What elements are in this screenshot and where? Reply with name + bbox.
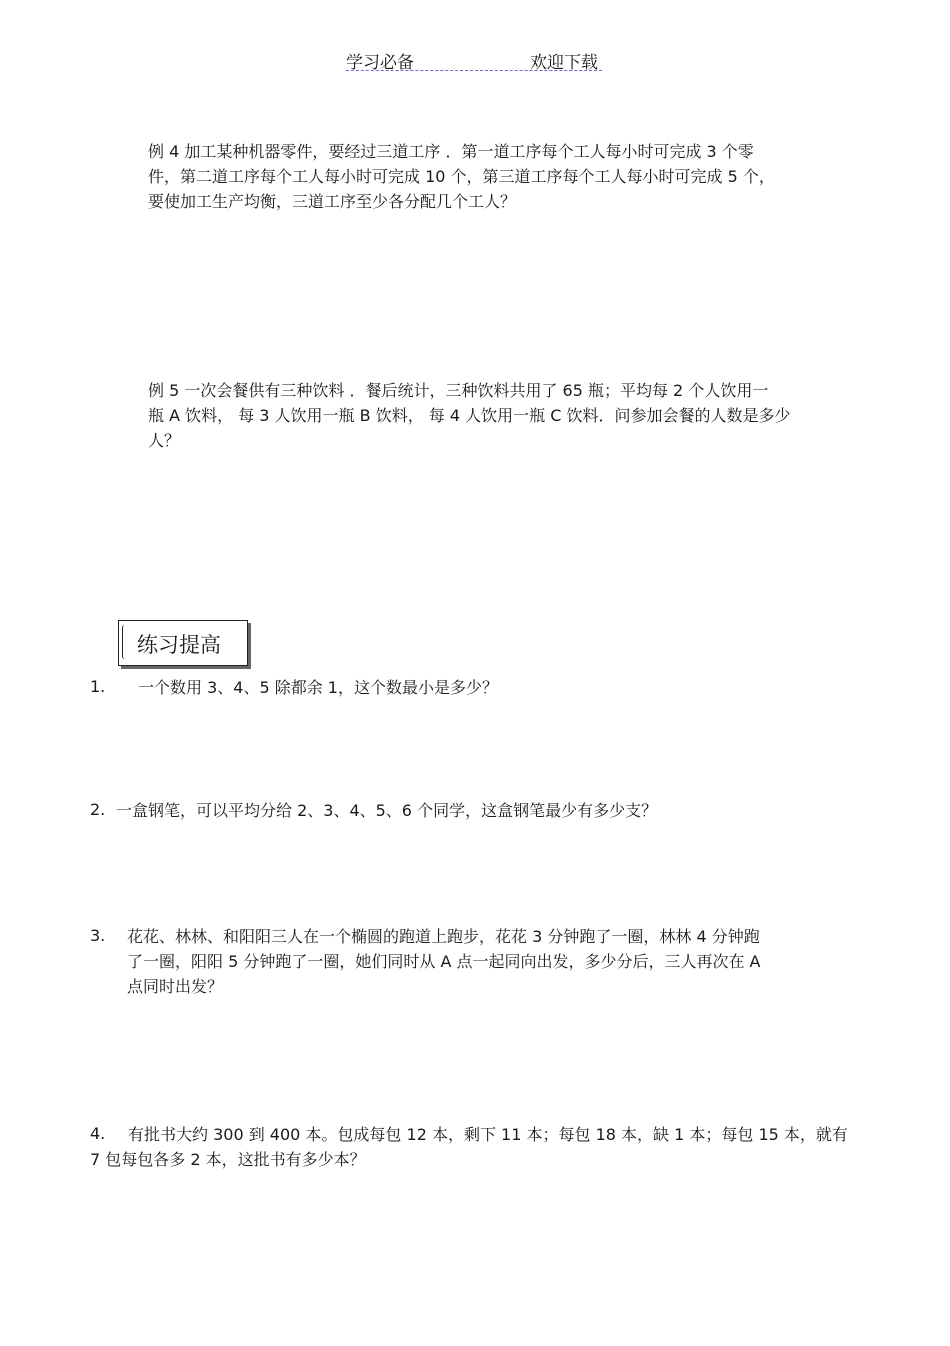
section-title-badge — [118, 620, 248, 666]
question-4-number: 4. — [90, 1124, 106, 1143]
question-3-line: 点同时出发？ — [127, 977, 224, 996]
question-1 — [138, 675, 858, 700]
example-4-line: 件，第二道工序每个工人每小时可完成 10 个，第三道工序每个工人每小时可完成 5 个， — [148, 167, 775, 186]
question-4-continued — [90, 1147, 860, 1172]
question-3 — [127, 924, 857, 999]
question-4-line: 7 包每包各多 2 本，这批书有多少本？ — [90, 1150, 366, 1169]
section-title: 练习提高 — [137, 633, 221, 657]
question-2 — [116, 798, 856, 823]
question-2-number: 2. — [90, 800, 106, 819]
example-5 — [148, 378, 860, 453]
example-5-line: 例 5 一次会餐供有三种饮料 ．餐后统计，三种饮料共用了 65 瓶；平均每 2 个人饮用一 — [148, 381, 769, 400]
example-5-line: 瓶 A 饮料， 每 3 人饮用一瓶 B 饮料， 每 4 人饮用一瓶 C 饮料．问参加会餐的人数是多少 — [148, 406, 791, 425]
question-4-line: 有批书大约 300 到 400 本。包成每包 12 本，剩下 11 本；每包 18 本，缺 1 本；每包 15 本，就有 — [128, 1125, 848, 1144]
example-4-line: 要使加工生产均衡，三道工序至少各分配几个工人？ — [148, 192, 517, 211]
scroll-curl-decoration — [122, 625, 129, 659]
question-1-number: 1. — [90, 677, 106, 696]
question-3-line: 了一圈，阳阳 5 分钟跑了一圈，她们同时从 A 点一起同向出发，多少分后，三人再次在 A — [127, 952, 761, 971]
question-4 — [128, 1122, 858, 1147]
example-5-line: 人？ — [148, 431, 181, 450]
question-2-line: 一盒钢笔，可以平均分给 2、3、4、5、6 个同学，这盒钢笔最少有多少支？ — [116, 801, 658, 820]
question-3-line: 花花、林林、和阳阳三人在一个椭圆的跑道上跑步，花花 3 分钟跑了一圈，林林 4 分钟跑 — [127, 927, 760, 946]
header-right: 欢迎下载 — [530, 53, 598, 73]
header-dashed-underline — [346, 70, 602, 71]
example-4-line: 例 4 加工某种机器零件，要经过三道工序 ．第一道工序每个工人每小时可完成 3 个零 — [148, 142, 754, 161]
question-3-number: 3. — [90, 926, 106, 945]
question-1-line: 一个数用 3、4、5 除都余 1，这个数最小是多少？ — [138, 678, 498, 697]
header-left: 学习必备 — [346, 53, 414, 73]
example-4 — [148, 139, 860, 214]
